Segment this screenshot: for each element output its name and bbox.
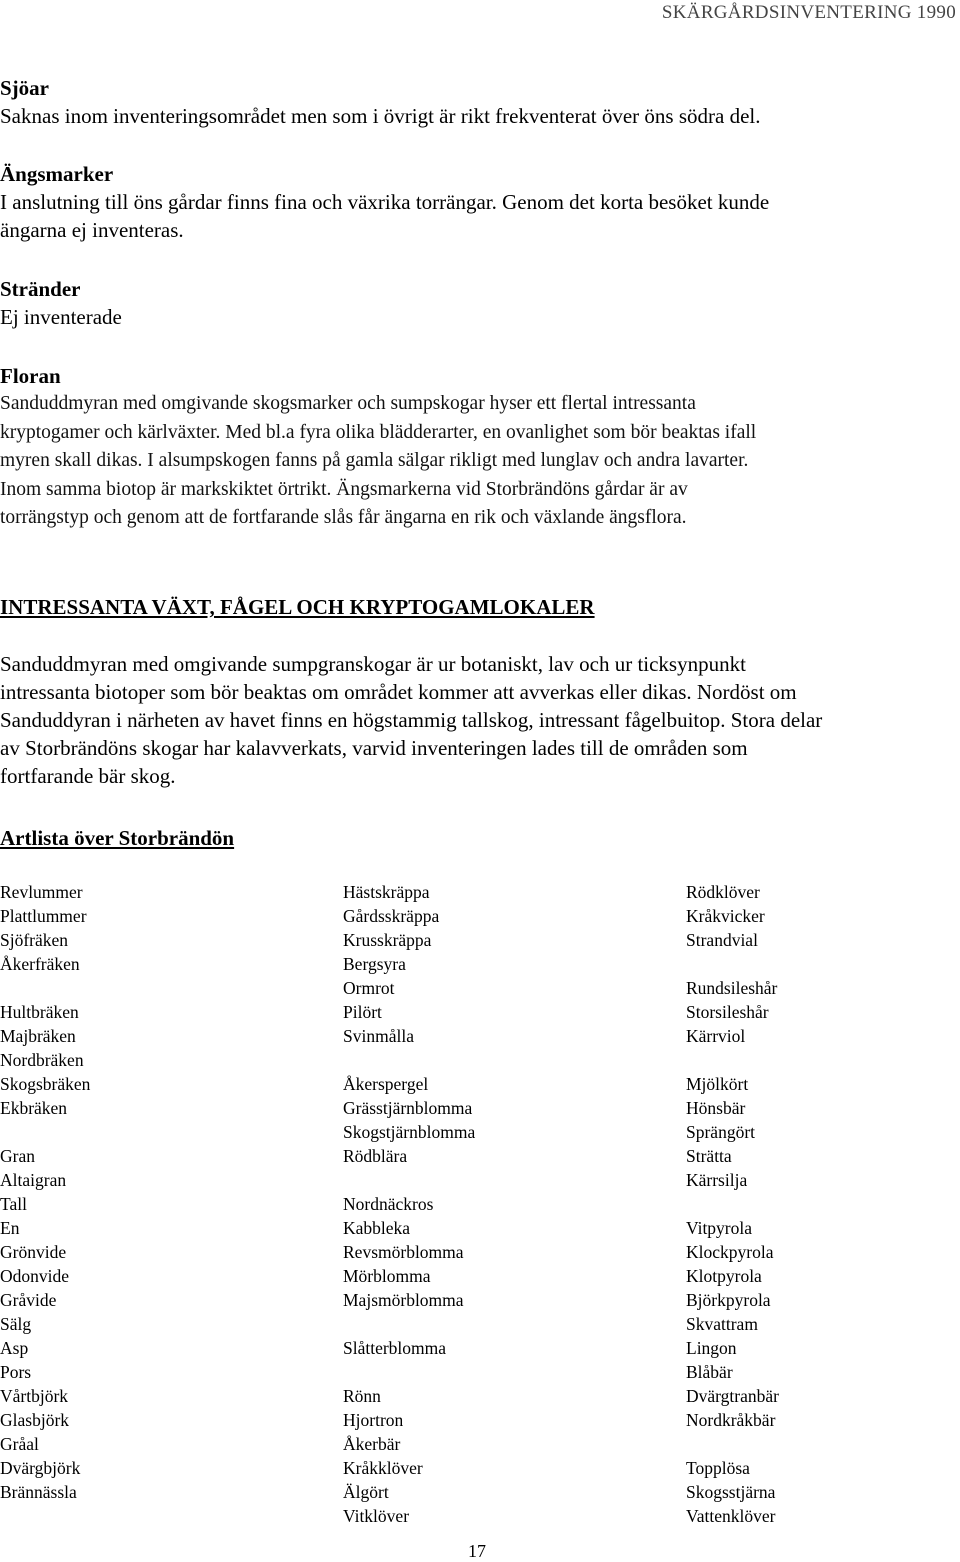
- species-item: Klotpyrola: [686, 1266, 762, 1286]
- species-item: Sprängört: [686, 1122, 756, 1142]
- species-item: Pors: [0, 1362, 32, 1382]
- species-item: Odonvide: [0, 1266, 70, 1286]
- text-line: intressanta biotoper som bör beaktas om området kommer att avverkas eller dikas. Nordöst om: [0, 680, 797, 704]
- section-angsmarker: [0, 160, 956, 244]
- species-item: [0, 976, 90, 1000]
- text-line: myren skall dikas. I alsumpskogen fanns på gamla sälgar rikligt med lunglav och andra lavarter.: [0, 450, 749, 471]
- species-item: Altaigran: [0, 1170, 67, 1190]
- species-item: Strätta: [686, 1146, 732, 1166]
- species-item: Storsileshår: [686, 1002, 769, 1022]
- species-item: Mörblomma: [343, 1266, 431, 1286]
- species-item: [686, 1048, 779, 1072]
- species-item: Åkerbär: [343, 1434, 401, 1454]
- species-item: Vitpyrola: [686, 1218, 753, 1238]
- species-item: Topplösa: [686, 1458, 750, 1478]
- heading-intressanta: INTRESSANTA VÄXT, FÅGEL OCH KRYPTOGAMLOKALER: [0, 595, 595, 619]
- heading-strander: Stränder: [0, 277, 81, 301]
- species-item: Strandvial: [686, 930, 758, 950]
- species-item: En: [0, 1218, 20, 1238]
- species-item: Nordnäckros: [343, 1194, 434, 1214]
- text-line: I anslutning till öns gårdar finns fina och växrika torrängar. Genom det korta besöket kunde: [0, 190, 770, 214]
- section-sjoar: [0, 74, 956, 130]
- species-item: Skogstjärnblomma: [343, 1122, 476, 1142]
- species-column-1: [0, 880, 90, 1504]
- text-sjoar: Saknas inom inventeringsområdet men som i övrigt är rikt frekventerat över öns södra del.: [0, 104, 761, 128]
- species-item: [343, 1048, 475, 1072]
- species-item: Glasbjörk: [0, 1410, 70, 1430]
- species-item: Åkerfräken: [0, 954, 80, 974]
- species-item: Grässtjärnblomma: [343, 1098, 473, 1118]
- species-item: Pilört: [343, 1002, 382, 1022]
- species-item: [343, 1360, 475, 1384]
- species-item: Hönsbär: [686, 1098, 746, 1118]
- species-item: Lingon: [686, 1338, 737, 1358]
- species-item: Ekbräken: [0, 1098, 68, 1118]
- species-item: Dvärgtranbär: [686, 1386, 779, 1406]
- species-item: Hästskräppa: [343, 882, 430, 902]
- text-line: Sanduddmyran med omgivande skogsmarker och sumpskogar hyser ett flertal intressanta: [0, 393, 696, 414]
- species-item: Älgört: [343, 1482, 389, 1502]
- species-item: Svinmålla: [343, 1026, 414, 1046]
- species-item: Klockpyrola: [686, 1242, 774, 1262]
- species-item: Skogsbräken: [0, 1074, 91, 1094]
- species-item: Gårdsskräppa: [343, 906, 440, 926]
- species-item: Kråkvicker: [686, 906, 765, 926]
- species-item: Rödblära: [343, 1146, 408, 1166]
- species-item: Gran: [0, 1146, 35, 1166]
- species-item: Revsmörblomma: [343, 1242, 464, 1262]
- species-item: Majbräken: [0, 1026, 76, 1046]
- species-item: [0, 1120, 90, 1144]
- species-item: Dvärgbjörk: [0, 1458, 81, 1478]
- text-line: Sanduddyran i närheten av havet finns en högstammig tallskog, intressant fågelbuitop. Stora delar: [0, 708, 823, 732]
- text-line: kryptogamer och kärlväxter. Med bl.a fyra olika blädderarter, en ovanlighet som bör beaktas ifall: [0, 421, 757, 443]
- species-item: Kärrviol: [686, 1026, 746, 1046]
- species-item: [686, 952, 779, 976]
- species-column-2: [343, 880, 475, 1528]
- species-item: Skvattram: [686, 1314, 758, 1334]
- text-line: torrängstyp och genom att de fortfarande slås får ängarna en rik och växlande ängsflora.: [0, 507, 687, 528]
- text-line: Inom samma biotop är markskiktet örtrikt. Ängsmarkerna vid Storbrändöns gårdar är av: [0, 478, 688, 500]
- species-item: Nordbräken: [0, 1050, 84, 1070]
- species-item: Vattenklöver: [686, 1506, 776, 1526]
- species-item: Tall: [0, 1194, 27, 1214]
- heading-artlista: Artlista över Storbrändön: [0, 826, 235, 850]
- species-item: Bergsyra: [343, 954, 406, 974]
- species-item: Sälg: [0, 1314, 32, 1334]
- species-item: Kabbleka: [343, 1218, 411, 1238]
- species-column-3: [686, 880, 779, 1528]
- species-item: Hultbräken: [0, 1002, 79, 1022]
- text-line: Sanduddmyran med omgivande sumpgranskogar är ur botaniskt, lav och ur ticksynpunkt: [0, 652, 746, 676]
- species-item: [686, 1432, 779, 1456]
- species-item: Gråvide: [0, 1290, 57, 1310]
- species-item: Blåbär: [686, 1362, 733, 1382]
- species-item: Majsmörblomma: [343, 1290, 464, 1310]
- heading-sjoar: Sjöar: [0, 76, 49, 100]
- species-item: Plattlummer: [0, 906, 87, 926]
- species-item: Nordkråkbär: [686, 1410, 776, 1430]
- section-strander: [0, 275, 956, 331]
- text-line: fortfarande bär skog.: [0, 764, 176, 788]
- species-item: Slåtterblomma: [343, 1338, 447, 1358]
- species-item: Sjöfräken: [0, 930, 69, 950]
- species-item: Asp: [0, 1338, 29, 1358]
- species-item: Rödklöver: [686, 882, 760, 902]
- section-floran: [0, 362, 956, 533]
- section-artlista: [0, 824, 956, 852]
- text-line: av Storbrändöns skogar har kalavverkats, varvid inventeringen lades till de områden som: [0, 736, 748, 760]
- species-item: Mjölkört: [686, 1074, 749, 1094]
- species-item: Ormrot: [343, 978, 395, 998]
- species-item: [686, 1192, 779, 1216]
- heading-floran: Floran: [0, 364, 61, 388]
- running-header: SKÄRGÅRDSINVENTERING 1990: [661, 2, 956, 23]
- page-number: 17: [468, 1541, 486, 1561]
- section-intressanta-body: [0, 650, 956, 790]
- species-item: Rönn: [343, 1386, 381, 1406]
- species-item: Hjortron: [343, 1410, 404, 1430]
- species-item: Vårtbjörk: [0, 1386, 69, 1406]
- species-item: [343, 1168, 475, 1192]
- species-item: Krusskräppa: [343, 930, 432, 950]
- species-item: Kråkklöver: [343, 1458, 423, 1478]
- species-item: Revlummer: [0, 882, 83, 902]
- species-item: Rundsileshår: [686, 978, 778, 998]
- species-item: Brännässla: [0, 1482, 77, 1502]
- text-line: ängarna ej inventeras.: [0, 218, 184, 242]
- species-item: Kärrsilja: [686, 1170, 748, 1190]
- species-item: [343, 1312, 475, 1336]
- species-item: Vitklöver: [343, 1506, 410, 1526]
- species-item: Gråal: [0, 1434, 39, 1454]
- species-item: Skogsstjärna: [686, 1482, 776, 1502]
- species-item: Åkerspergel: [343, 1074, 429, 1094]
- species-item: Grönvide: [0, 1242, 67, 1262]
- heading-angsmarker: Ängsmarker: [0, 162, 114, 186]
- section-intressanta: [0, 593, 956, 621]
- species-item: Björkpyrola: [686, 1290, 771, 1310]
- text-strander: Ej inventerade: [0, 305, 122, 329]
